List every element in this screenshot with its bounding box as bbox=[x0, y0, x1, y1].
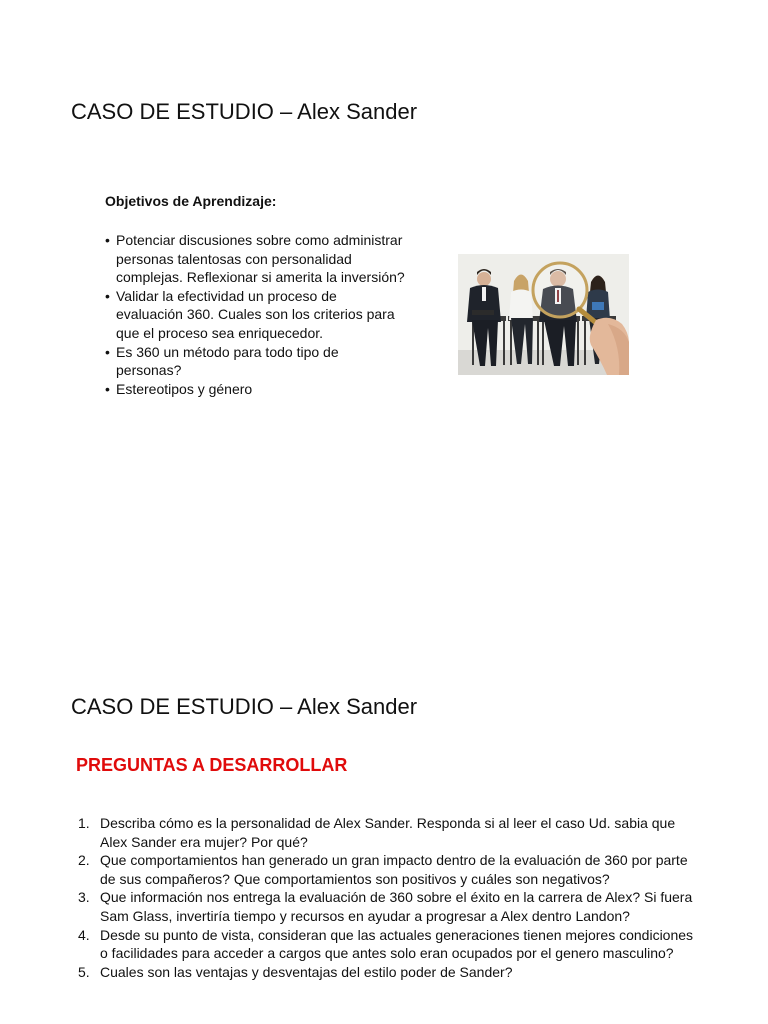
list-item-number: 4. bbox=[78, 926, 90, 943]
list-item-text: Desde su punto de vista, consideran que las actuales generaciones tienen mejores condiciones o facilidades para acceder a cargos que antes solo eran ocupados por el genero masculino? bbox=[100, 926, 694, 962]
list-item-number: 2. bbox=[78, 852, 90, 869]
list-item: • Potenciar discusiones sobre como administrar personas talentosas con personalidad complejas. Reflexionar si amerita la inversión? bbox=[105, 231, 405, 287]
people-seated-magnifier-photo bbox=[458, 254, 629, 375]
list-item-text: Que información nos entrega la evaluación de 360 sobre el éxito en la carrera de Alex? Si fuera Sam Glass, invertiría tiempo y recursos en ayudar a progresar a Alex dentro Landon? bbox=[100, 889, 693, 924]
list-item-number: 1. bbox=[78, 815, 90, 831]
list-item: • Validar la efectividad un proceso de evaluación 360. Cuales son los criterios para que el proceso sea enriquecedor. bbox=[105, 287, 405, 343]
slide-2 bbox=[0, 600, 768, 1024]
list-item bbox=[78, 851, 696, 888]
slide-title: CASO DE ESTUDIO – Alex Sander bbox=[71, 694, 418, 719]
list-item: • Es 360 un método para todo tipo de personas? bbox=[105, 343, 405, 380]
list-item: • Estereotipos y género bbox=[105, 380, 405, 399]
slide-title: CASO DE ESTUDIO – Alex Sander bbox=[71, 99, 418, 124]
list-item-number: 5. bbox=[78, 963, 90, 980]
list-item-number: 3. bbox=[78, 889, 90, 906]
list-item-text: Cuales son las ventajas y desventajas del estilo poder de Sander? bbox=[100, 963, 513, 980]
list-item bbox=[78, 926, 696, 963]
list-item bbox=[78, 963, 696, 982]
objectives-list bbox=[105, 231, 405, 398]
list-item bbox=[78, 888, 696, 925]
list-item-text: Describa cómo es la personalidad de Alex Sander. Responda si al leer el caso Ud. sabia que Alex Sander era mujer? Por qué? bbox=[100, 815, 676, 850]
list-item-text: Que comportamientos han generado un gran impacto dentro de la evaluación de 360 por parte de sus compañeros? Que comportamientos son positivos y cuáles son negativos? bbox=[100, 852, 688, 887]
objectives-heading: Objetivos de Aprendizaje: bbox=[105, 193, 277, 209]
list-item bbox=[78, 814, 696, 851]
questions-list bbox=[78, 814, 696, 981]
questions-heading: PREGUNTAS A DESARROLLAR bbox=[76, 755, 348, 775]
